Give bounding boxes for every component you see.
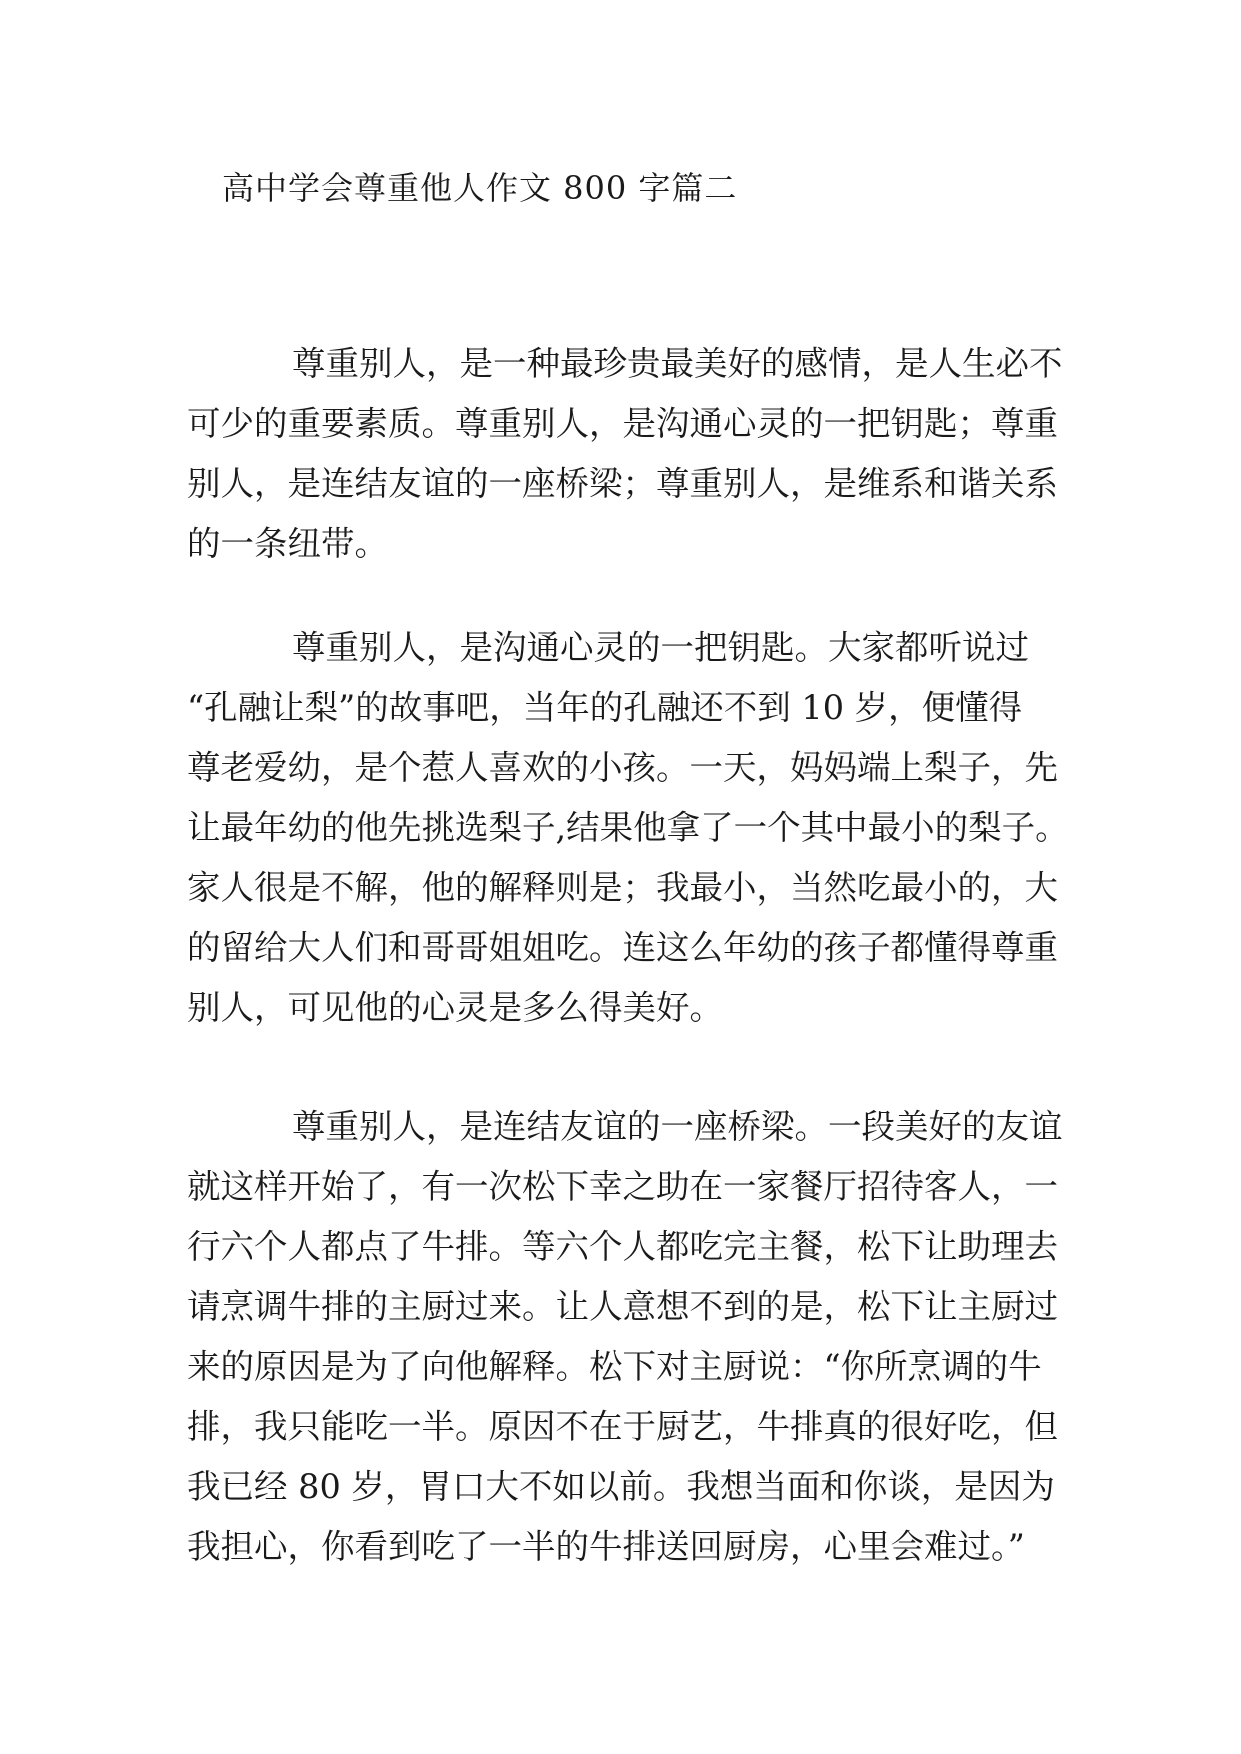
paragraph-line: 就这样开始了，有一次松下幸之助在一家餐厅招待客人，一: [187, 1167, 1058, 1206]
paragraph-line: 请烹调牛排的主厨过来。让人意想不到的是，松下让主厨过: [187, 1287, 1058, 1326]
paragraph-line: 尊老爱幼，是个惹人喜欢的小孩。一天，妈妈端上梨子，先: [187, 748, 1058, 787]
paragraph-3: [187, 1097, 1063, 1577]
paragraph-line: 尊重别人，是一种最珍贵最美好的感情，是人生必不: [292, 344, 1063, 383]
paragraph-line: 我担心，你看到吃了一半的牛排送回厨房，心里会难过。”: [187, 1527, 1025, 1566]
paragraph-line: “孔融让梨”的故事吧，当年的孔融还不到 10 岁，便懂得: [187, 688, 1023, 727]
paragraph-line: 别人，可见他的心灵是多么得美好。: [187, 988, 723, 1027]
paragraph-line: 可少的重要素质。尊重别人，是沟通心灵的一把钥匙；尊重: [187, 404, 1058, 443]
paragraph-line: 来的原因是为了向他解释。松下对主厨说：“你所烹调的牛: [187, 1347, 1042, 1386]
paragraph-line: 让最年幼的他先挑选梨子,结果他拿了一个其中最小的梨子。: [187, 808, 1069, 847]
paragraph-line: 别人，是连结友谊的一座桥梁；尊重别人，是维系和谐关系: [187, 464, 1058, 503]
paragraph-line: 的留给大人们和哥哥姐姐吃。连这么年幼的孩子都懂得尊重: [187, 928, 1058, 967]
paragraph-line: 家人很是不解，他的解释则是；我最小，当然吃最小的，大: [187, 868, 1058, 907]
paragraph-line: 的一条纽带。: [187, 524, 388, 563]
document-heading: 高中学会尊重他人作文 800 字篇二: [222, 169, 738, 207]
paragraph-line: 我已经 80 岁，胃口大不如以前。我想当面和你谈，是因为: [187, 1467, 1055, 1506]
paragraph-line: 尊重别人，是沟通心灵的一把钥匙。大家都听说过: [292, 628, 1029, 667]
paragraph-line: 行六个人都点了牛排。等六个人都吃完主餐，松下让助理去: [187, 1227, 1058, 1266]
paragraph-line: 尊重别人，是连结友谊的一座桥梁。一段美好的友谊: [292, 1107, 1063, 1146]
paragraph-1: [187, 334, 1063, 574]
paragraph-line: 排，我只能吃一半。原因不在于厨艺，牛排真的很好吃，但: [187, 1407, 1058, 1446]
paragraph-2: [187, 618, 1069, 1038]
